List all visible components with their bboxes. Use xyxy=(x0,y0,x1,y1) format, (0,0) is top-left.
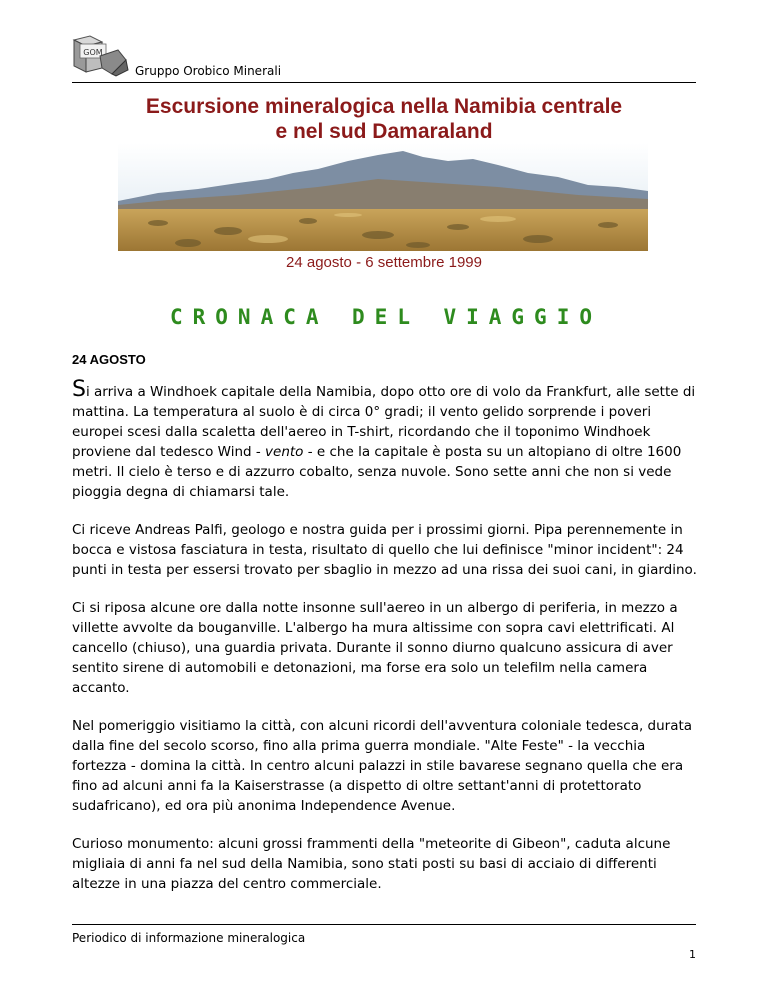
landscape-photo xyxy=(118,143,648,251)
chronicle-word-1: CRONACA xyxy=(170,305,329,329)
chronicle-word-2: DEL xyxy=(352,305,420,329)
paragraph-1: Si arriva a Windhoek capitale della Namibia, dopo otto ore di volo da Frankfurt, alle sette di mattina. La temperatura al suolo è di circa 0° gradi; il vento gelido sorprende i poveri europei scesi dalla scaletta dell'aereo in T-shirt, ricordando che il toponimo Windhoek proviene dal tedesco Wind - vento - e che la capitale è posta su un altopiano di oltre 1600 metri. Il cielo è terso e di azzurro cobalto, senza nuvole. Sono sette anni che non si vede pioggia degna di chiamarsi tale. xyxy=(72,377,696,500)
title-line-2: e nel sud Damaraland xyxy=(275,120,493,143)
chronicle-word-3: VIAGGIO xyxy=(443,305,602,329)
header-divider xyxy=(72,82,696,83)
paragraph-5: Curioso monumento: alcuni grossi frammenti della "meteorite di Gibeon", caduta alcune migliaia di anni fa nel sud della Namibia, sono stati posti su basi di acciaio di differenti altezze in una piazza del centro commerciale. xyxy=(72,836,671,892)
paragraph-2: Ci riceve Andreas Palfi, geologo e nostra guida per i prossimi giorni. Pipa perennemente in bocca e vistosa fasciatura in testa, risultato di quello che lui definisce "minor incident": 24 punti in testa per essersi trovato per sbaglio in mezzo ad una rissa dei suoi cani, in giardino. xyxy=(72,522,697,578)
paragraph-3: Ci si riposa alcune ore dalla notte insonne sull'aereo in un albergo di periferia, in mezzo a villette avvolte da bouganville. L'albergo ha mura altissime con sopra cavi elettrificati. Al cancello (chiuso), una guardia privata. Durante il sonno diurno qualcuno assicura di aver sentito sirene di automobili e detonazioni, ma forse era solo un telefilm nella camera accanto. xyxy=(72,600,678,696)
chronicle-heading xyxy=(170,305,602,329)
svg-text:GOM: GOM xyxy=(83,48,103,57)
drop-cap: S xyxy=(72,377,86,402)
section-heading: 24 AGOSTO xyxy=(72,352,146,367)
gom-logo xyxy=(72,34,132,78)
page-number: 1 xyxy=(689,948,696,961)
article-body xyxy=(72,377,700,912)
footer-text: Periodico di informazione mineralogica xyxy=(72,931,306,945)
title-line-1: Escursione mineralogica nella Namibia centrale xyxy=(145,95,623,118)
page-title xyxy=(72,94,696,144)
org-name: Gruppo Orobico Minerali xyxy=(135,64,282,78)
trip-date: 24 agosto - 6 settembre 1999 xyxy=(286,254,482,271)
footer-divider xyxy=(72,924,696,925)
paragraph-4: Nel pomeriggio visitiamo la città, con alcuni ricordi dell'avventura coloniale tedesca, durata dalla fine del secolo scorso, fino alla prima guerra mondiale. "Alte Feste" - la vecchia fortezza - domina la città. In centro alcuni palazzi in stile bavarese segnano quella che era fino ad alcuni anni fa la Kaiserstrasse (a dispetto di oltre settant'anni di protettorato sudafricano), ed ora più anonima Independence Avenue. xyxy=(72,718,693,814)
